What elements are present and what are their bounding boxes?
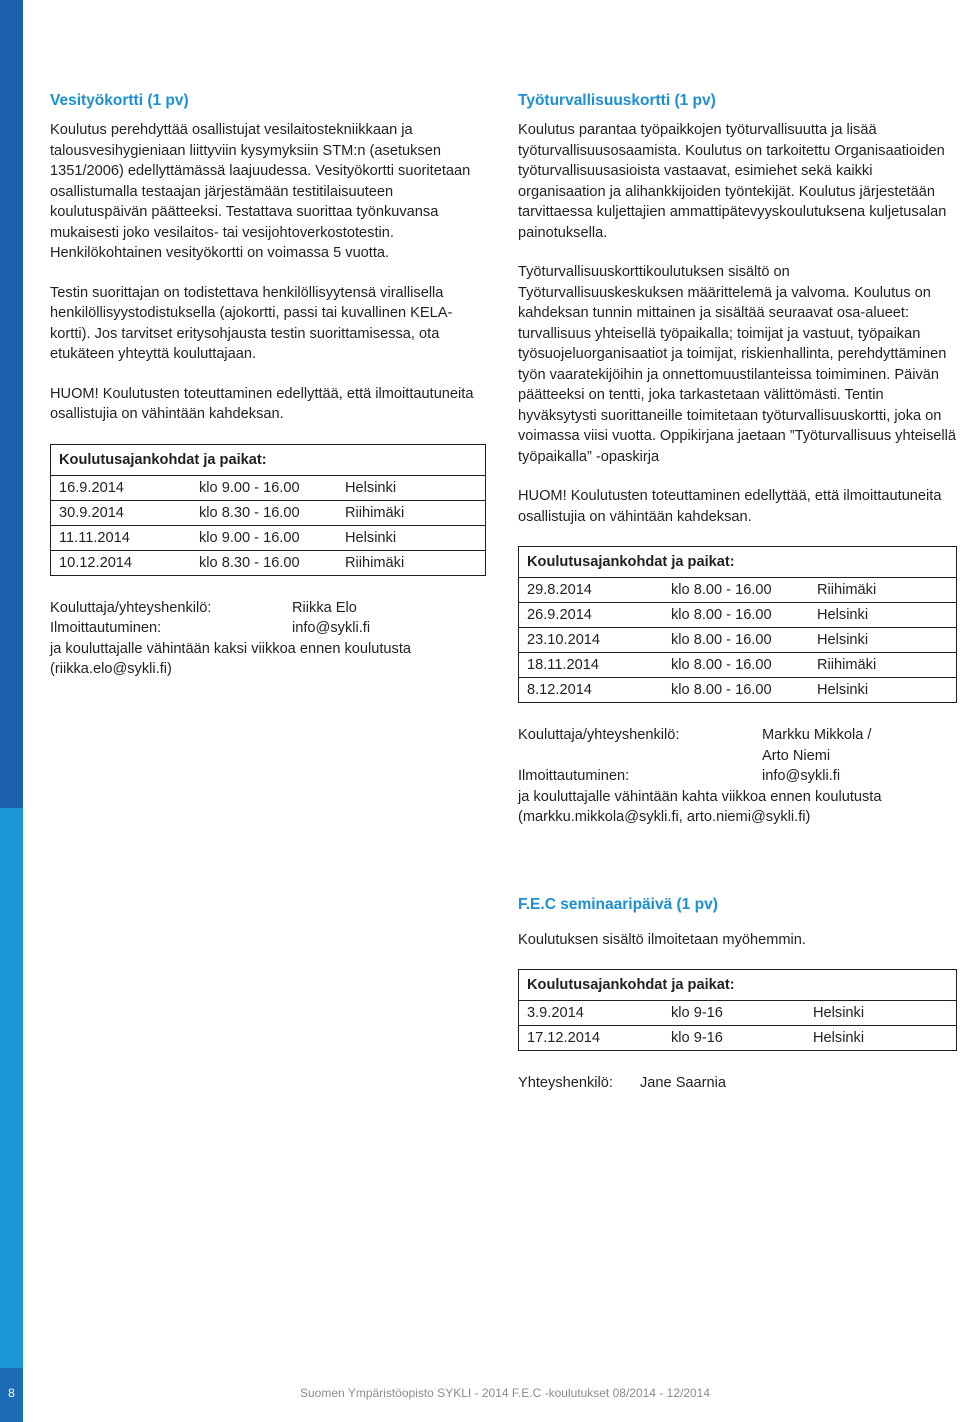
page-number: 8: [8, 1386, 15, 1400]
signup-note: ja kouluttajalle vähintään kahta viikkoa ennen koulutusta (markku.mikkola@sykli.fi, arto.niemi@sykli.fi): [518, 788, 882, 825]
table-row: [519, 1001, 957, 1026]
contact-label: Kouluttaja/yhteyshenkilö:: [518, 727, 680, 743]
schedule-table: [518, 969, 957, 1051]
table-row: [519, 653, 957, 678]
time-cell: klo 9-16: [663, 1026, 805, 1051]
date-cell: 16.9.2014: [51, 475, 192, 500]
table-row: [51, 550, 486, 575]
table-header-row: [519, 547, 957, 578]
table-row: [51, 475, 486, 500]
table-row: [519, 1026, 957, 1051]
signup-label: Ilmoittautuminen:: [50, 620, 162, 636]
place-cell: Riihimäki: [337, 500, 486, 525]
date-cell: 10.12.2014: [51, 550, 192, 575]
right-column: [518, 92, 958, 1094]
table-row: [51, 525, 486, 550]
place-cell: Riihimäki: [337, 550, 486, 575]
table-header-row: [519, 970, 957, 1001]
place-cell: Helsinki: [337, 525, 486, 550]
date-cell: 3.9.2014: [519, 1001, 664, 1026]
signup-email: info@sykli.fi: [292, 620, 371, 636]
date-cell: 8.12.2014: [519, 678, 664, 703]
date-cell: 30.9.2014: [51, 500, 192, 525]
time-cell: klo 8.30 - 16.00: [191, 500, 337, 525]
place-cell: Helsinki: [809, 678, 957, 703]
place-cell: Helsinki: [809, 628, 957, 653]
table-row: [51, 500, 486, 525]
table-row: [519, 628, 957, 653]
table-header: Koulutusajankohdat ja paikat:: [51, 444, 486, 475]
paragraph: Testin suorittajan on todistettava henkilöllisyytensä virallisella henkilöllisyystodistuksella (ajokortti, passi tai kuvallinen KELA-kortti). Jos tarvitset eritysohjausta testin suorittamisessa, ota etukäteen yhteyttä kouluttajaan.: [50, 284, 453, 362]
contact-label: Yhteyshenkilö:: [518, 1075, 613, 1091]
place-cell: Helsinki: [337, 475, 486, 500]
footer-text: Suomen Ympäristöopisto SYKLI - 2014 F.E.C -koulutukset 08/2014 - 12/2014: [300, 1386, 711, 1400]
date-cell: 11.11.2014: [51, 525, 192, 550]
signup-row: [50, 618, 490, 639]
time-cell: klo 9-16: [663, 1001, 805, 1026]
date-cell: 18.11.2014: [519, 653, 664, 678]
paragraph: Koulutus perehdyttää osallistujat vesilaitostekniikkaan ja talousvesihygieniaan liittyviin kysymyksiin STM:n (asetuksen 1351/2006) edellyttämässä laajuudessa. Vesityökortti suoritetaan osallistumalla testaajan järjestämään testitilaisuuteen koulutuspäivän päätteeksi. Testattava suorittaa työnkuvansa mukaisesti joko vesilaitos- tai vesijohtoverkostotestin. Henkilökohtainen vesityökortti on voimassa 5 vuotta.: [50, 122, 471, 261]
paragraph: Koulutuksen sisältö ilmoitetaan myöhemmin.: [518, 931, 806, 948]
date-cell: 17.12.2014: [519, 1026, 664, 1051]
place-cell: Helsinki: [805, 1001, 957, 1026]
place-cell: Riihimäki: [809, 653, 957, 678]
time-cell: klo 8.00 - 16.00: [663, 628, 809, 653]
signup-label: Ilmoittautuminen:: [518, 768, 630, 784]
time-cell: klo 9.00 - 16.00: [191, 475, 337, 500]
contact-row: [518, 725, 958, 746]
notice-paragraph: HUOM! Koulutusten toteuttaminen edellyttää, että ilmoittautuneita osallistujia on vähintään kahdeksan.: [518, 488, 942, 525]
notice-paragraph: HUOM! Koulutusten toteuttaminen edellyttää, että ilmoittautuneita osallistujia on vähintään kahdeksan.: [50, 385, 474, 422]
sidebar: [0, 0, 23, 1422]
contact-value: Riikka Elo: [292, 599, 357, 616]
table-row: [519, 578, 957, 603]
contact-row: [518, 1073, 958, 1094]
contact-value: Markku Mikkola /: [762, 727, 872, 743]
schedule-table: [50, 444, 486, 576]
time-cell: klo 9.00 - 16.00: [191, 525, 337, 550]
sidebar-band-middle: [0, 808, 23, 1368]
signup-row: [518, 766, 958, 787]
table-header: Koulutusajankohdat ja paikat:: [519, 547, 957, 578]
contact-label: Kouluttaja/yhteyshenkilö:: [50, 599, 212, 616]
date-cell: 26.9.2014: [519, 603, 664, 628]
table-header: Koulutusajankohdat ja paikat:: [519, 970, 957, 1001]
sidebar-band-top: [0, 0, 23, 808]
section-title-tyoturvallisuuskortti: Työturvallisuuskortti (1 pv): [518, 92, 716, 109]
section-title-vesityokortti: Vesityökortti (1 pv): [50, 92, 189, 109]
contact-row: [50, 598, 490, 619]
signup-email: info@sykli.fi: [762, 768, 841, 784]
date-cell: 23.10.2014: [519, 628, 664, 653]
contact-row-continued: [518, 746, 958, 767]
time-cell: klo 8.00 - 16.00: [663, 653, 809, 678]
table-row: [519, 603, 957, 628]
time-cell: klo 8.00 - 16.00: [663, 678, 809, 703]
schedule-table: [518, 546, 957, 703]
place-cell: Riihimäki: [809, 578, 957, 603]
time-cell: klo 8.30 - 16.00: [191, 550, 337, 575]
time-cell: klo 8.00 - 16.00: [663, 603, 809, 628]
date-cell: 29.8.2014: [519, 578, 664, 603]
contact-value: Arto Niemi: [762, 747, 831, 764]
contact-value: Jane Saarnia: [640, 1075, 727, 1091]
time-cell: klo 8.00 - 16.00: [663, 578, 809, 603]
paragraph: Työturvallisuuskorttikoulutuksen sisältö on Työturvallisuuskeskuksen määrittelemä ja valvoma. Koulutus on kahdeksan tunnin mittainen ja sisältää seuraavat osa-alueet: turvallisuus yhteisellä työpaikalla; toimijat ja vastuut, työpaikan työsuojeluorganisaatiot ja toimijat, riskienhallinta, perehdyttäminen työn vaaratekijöihin ja onnettomuustilanteissa toimiminen. Päivän päätteeksi on tentti, joka tarkastetaan välittömästi. Tentin hyväksytysti suorittaneille toimitetaan työturvallisuuskortti, joka on voimassa viisi vuotta. Oppikirjana jaetaan ”Työturvallisuus yhteisellä työpaikalla” -opaskirja: [518, 264, 957, 465]
table-header-row: [51, 444, 486, 475]
table-row: [519, 678, 957, 703]
left-column: [50, 92, 490, 680]
place-cell: Helsinki: [805, 1026, 957, 1051]
signup-note: ja kouluttajalle vähintään kaksi viikkoa ennen koulutusta (riikka.elo@sykli.fi): [50, 640, 412, 677]
paragraph: Koulutus parantaa työpaikkojen työturvallisuutta ja lisää työturvallisuusosaamista. Koulutus on tarkoitettu Organisaatioiden työturvallisuusasioista vastaavat, esimiehet sekä kaikki organisaation ja alihankkijoiden työntekijät. Koulutus järjestetään tarvittaessa kuljettajien ammattipätevyyskoulutuksena kuljetusalan painotuksella.: [518, 122, 947, 241]
place-cell: Helsinki: [809, 603, 957, 628]
section-title-fec-seminaari: F.E.C seminaaripäivä (1 pv): [518, 895, 718, 913]
